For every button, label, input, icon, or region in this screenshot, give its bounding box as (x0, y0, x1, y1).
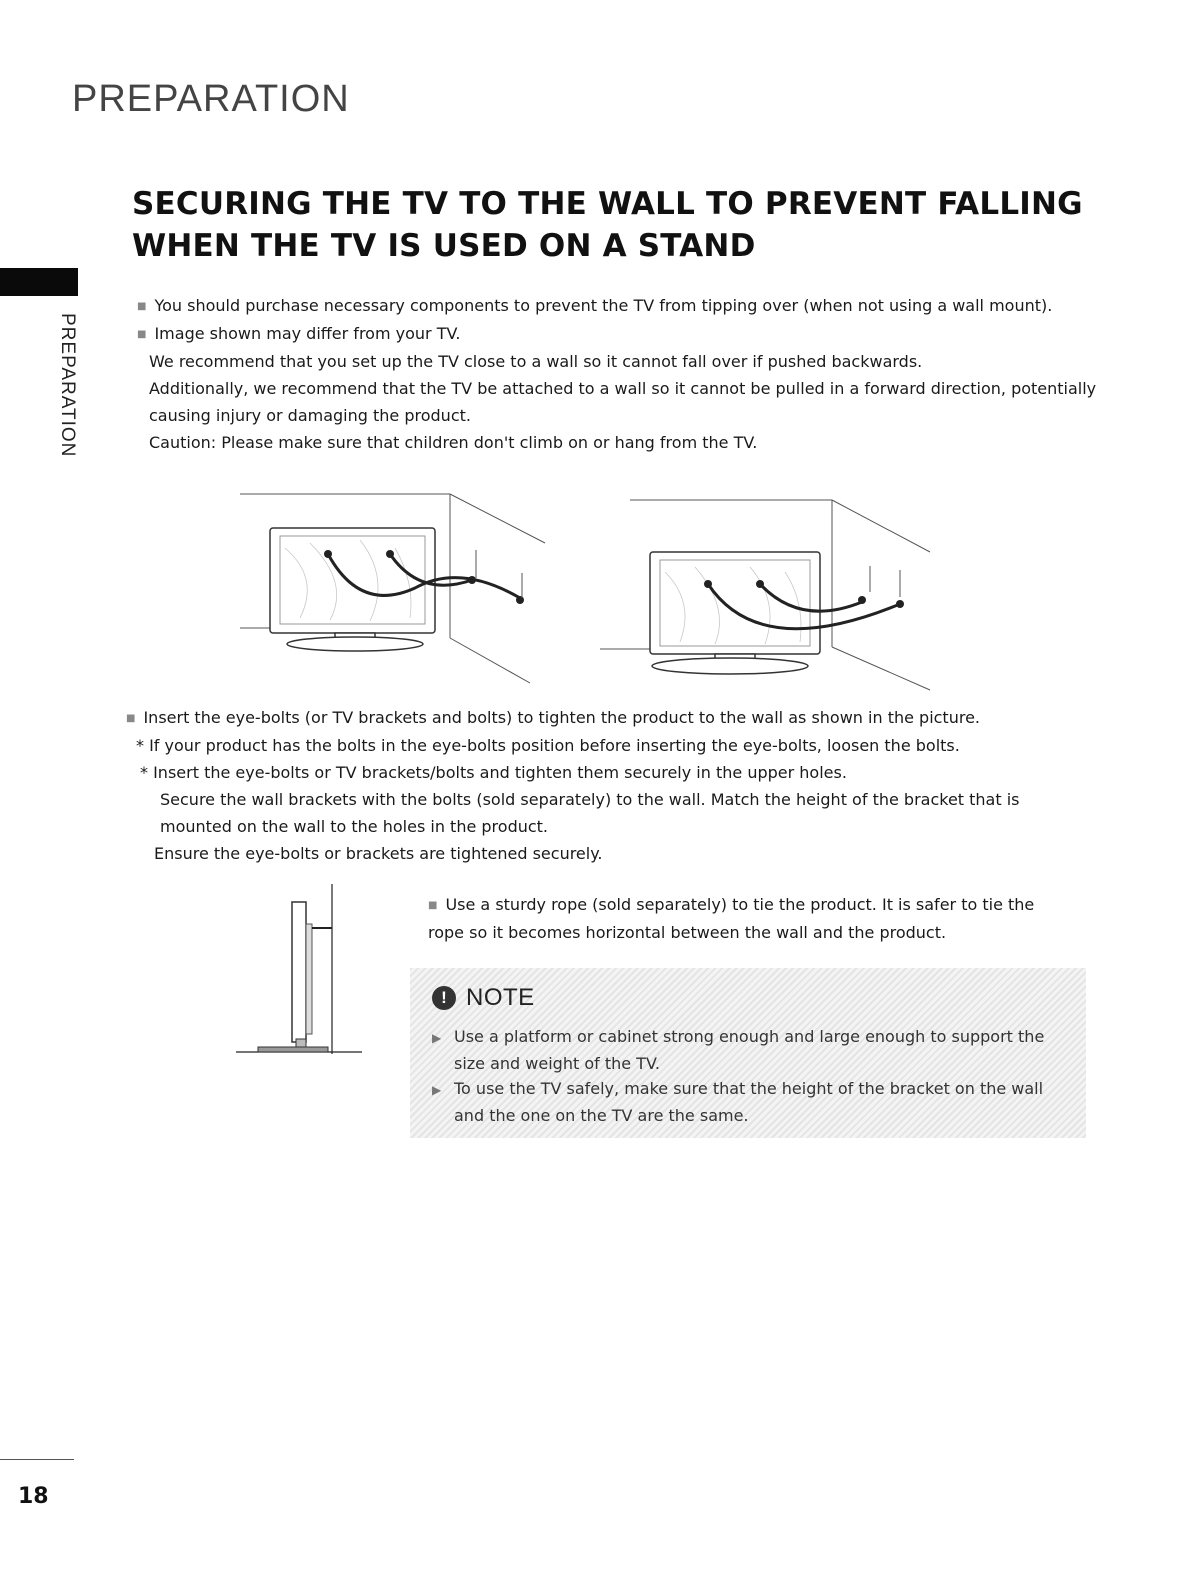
step-para-1: Secure the wall brackets with the bolts (sold separately) to the wall. Match the height of the bracket that is mounted on the wall to the holes in the product. (160, 790, 1020, 836)
arrow-right-icon: ▶ (432, 1031, 442, 1045)
intro-para-2: Additionally, we recommend that the TV be attached to a wall so it cannot be pulled in a forward direction, potentially causing injury or damaging the product. (149, 379, 1097, 425)
bullet-square-icon: ■ (126, 713, 136, 724)
page-number: 18 (18, 1484, 49, 1509)
step-star-2: * Insert the eye-bolts or TV brackets/bolts and tighten them securely in the upper holes. (140, 763, 847, 782)
side-tab-bar (0, 268, 78, 296)
bullet-square-icon: ■ (137, 301, 147, 312)
note-title: NOTE (466, 984, 535, 1011)
heading-line-2: WHEN THE TV IS USED ON A STAND (132, 228, 756, 264)
step-para-2: Ensure the eye-bolts or brackets are tightened securely. (154, 844, 603, 863)
bullet-square-icon: ■ (137, 329, 147, 340)
step-star-1: * If your product has the bolts in the eye-bolts position before inserting the eye-bolts, loosen the bolts. (136, 736, 960, 755)
installation-steps (126, 704, 1086, 867)
intro-text (137, 292, 1097, 456)
note-item-1: ▶ Use a platform or cabinet strong enough and large enough to support the size and weight of the TV. (432, 1027, 1045, 1073)
footer-rule (0, 1459, 74, 1460)
heading-line-1: SECURING THE TV TO THE WALL TO PREVENT FALLING (132, 186, 1083, 222)
tv-wall-diagram-2 (600, 492, 940, 692)
page-heading (132, 183, 1132, 267)
rope-bullet: ■ Use a sturdy rope (sold separately) to tie the product. It is safer to tie the rope so it becomes horizontal between the wall and the product. (428, 895, 1035, 942)
note-items (432, 1024, 1072, 1128)
intro-bullet-1: ■ You should purchase necessary components to prevent the TV from tipping over (when not using a wall mount). (137, 296, 1053, 315)
bullet-square-icon: ■ (428, 900, 438, 911)
arrow-right-icon: ▶ (432, 1083, 442, 1097)
step-bullet: ■ Insert the eye-bolts (or TV brackets and bolts) to tighten the product to the wall as shown in the picture. (126, 708, 980, 727)
tv-side-view-diagram (236, 884, 366, 1056)
rope-instruction (428, 891, 1048, 946)
tv-wall-diagram-1 (240, 488, 560, 688)
intro-bullet-2: ■ Image shown may differ from your TV. (137, 324, 461, 343)
intro-para-3: Caution: Please make sure that children don't climb on or hang from the TV. (149, 433, 758, 452)
note-item-2: ▶ To use the TV safely, make sure that the height of the bracket on the wall and the one on the TV are the same. (432, 1079, 1044, 1125)
exclamation-icon: ! (432, 986, 456, 1010)
note-header (432, 984, 535, 1012)
side-tab-label: PREPARATION (57, 313, 78, 458)
note-box (410, 968, 1086, 1138)
section-title: PREPARATION (72, 78, 350, 120)
intro-para-1: We recommend that you set up the TV close to a wall so it cannot fall over if pushed backwards. (149, 352, 923, 371)
